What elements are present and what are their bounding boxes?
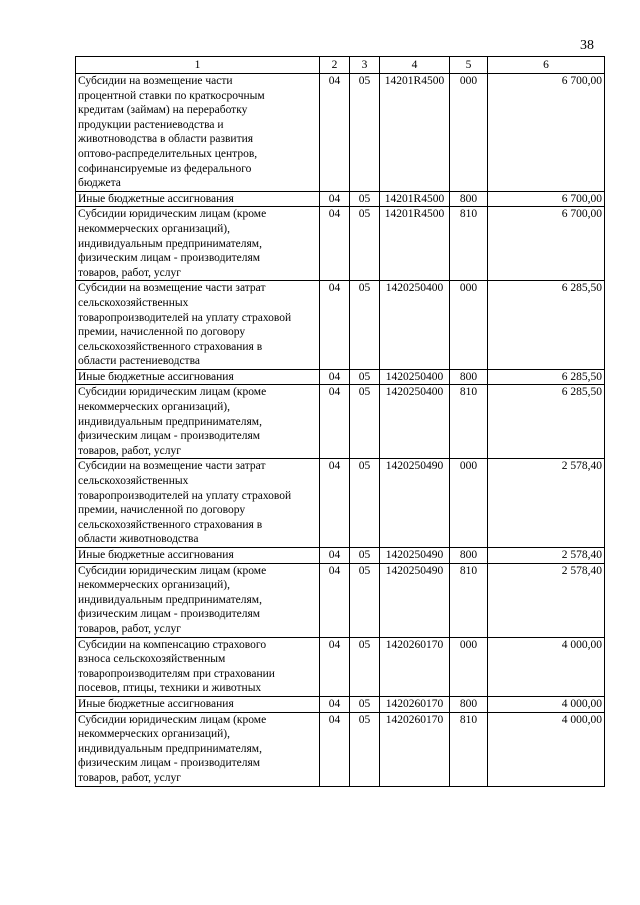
- section-code-cell: 04: [320, 281, 350, 370]
- row-name-cell: Иные бюджетные ассигнования: [76, 548, 320, 564]
- amount-cell: 6 700,00: [488, 74, 605, 192]
- subsection-code-cell: 05: [350, 563, 380, 637]
- table-row: [76, 696, 605, 712]
- amount-cell: 2 578,40: [488, 563, 605, 637]
- expense-type-cell: 000: [450, 74, 488, 192]
- target-article-cell: 14201R4500: [380, 207, 450, 281]
- amount-cell: 6 700,00: [488, 207, 605, 281]
- target-article-cell: 1420250490: [380, 563, 450, 637]
- table-header-row: [76, 57, 605, 74]
- target-article-cell: 1420260170: [380, 637, 450, 696]
- row-name-cell: Субсидии на возмещение части затрат сельскохозяйственных товаропроизводителей на уплату страховой премии, начисленной по договору сельскохозяйственного страхования в области растениеводства: [76, 281, 320, 370]
- target-article-cell: 14201R4500: [380, 74, 450, 192]
- section-code-cell: 04: [320, 637, 350, 696]
- section-code-cell: 04: [320, 712, 350, 786]
- table-row: [76, 369, 605, 385]
- section-code-cell: 04: [320, 563, 350, 637]
- target-article-cell: 1420250400: [380, 281, 450, 370]
- amount-cell: 2 578,40: [488, 548, 605, 564]
- expense-type-cell: 800: [450, 548, 488, 564]
- table-row: [76, 563, 605, 637]
- section-code-cell: 04: [320, 207, 350, 281]
- expense-type-cell: 810: [450, 563, 488, 637]
- subsection-code-cell: 05: [350, 74, 380, 192]
- amount-cell: 2 578,40: [488, 459, 605, 548]
- budget-table: [75, 56, 605, 787]
- column-header-4: 4: [380, 57, 450, 74]
- amount-cell: 4 000,00: [488, 696, 605, 712]
- subsection-code-cell: 05: [350, 459, 380, 548]
- amount-cell: 6 285,50: [488, 369, 605, 385]
- section-code-cell: 04: [320, 696, 350, 712]
- subsection-code-cell: 05: [350, 637, 380, 696]
- table-row: [76, 459, 605, 548]
- row-name-cell: Субсидии юридическим лицам (кроме некоммерческих организаций), индивидуальным предпринимателям, физическим лицам - производителям товаров, работ, услуг: [76, 712, 320, 786]
- amount-cell: 4 000,00: [488, 712, 605, 786]
- expense-type-cell: 810: [450, 712, 488, 786]
- column-header-2: 2: [320, 57, 350, 74]
- amount-cell: 6 285,50: [488, 281, 605, 370]
- subsection-code-cell: 05: [350, 369, 380, 385]
- row-name-cell: Субсидии юридическим лицам (кроме некоммерческих организаций), индивидуальным предпринимателям, физическим лицам - производителям товаров, работ, услуг: [76, 385, 320, 459]
- section-code-cell: 04: [320, 191, 350, 207]
- subsection-code-cell: 05: [350, 207, 380, 281]
- table-row: [76, 385, 605, 459]
- amount-cell: 6 700,00: [488, 191, 605, 207]
- section-code-cell: 04: [320, 74, 350, 192]
- table-row: [76, 281, 605, 370]
- table-row: [76, 74, 605, 192]
- target-article-cell: 14201R4500: [380, 191, 450, 207]
- expense-type-cell: 810: [450, 207, 488, 281]
- expense-type-cell: 800: [450, 191, 488, 207]
- section-code-cell: 04: [320, 385, 350, 459]
- target-article-cell: 1420250400: [380, 369, 450, 385]
- expense-type-cell: 800: [450, 369, 488, 385]
- expense-type-cell: 000: [450, 637, 488, 696]
- row-name-cell: Иные бюджетные ассигнования: [76, 369, 320, 385]
- section-code-cell: 04: [320, 459, 350, 548]
- row-name-cell: Субсидии на компенсацию страхового взноса сельскохозяйственным товаропроизводителям при страховании посевов, птицы, техники и животных: [76, 637, 320, 696]
- table-row: [76, 207, 605, 281]
- section-code-cell: 04: [320, 548, 350, 564]
- subsection-code-cell: 05: [350, 191, 380, 207]
- row-name-cell: Субсидии на возмещение части процентной ставки по краткосрочным кредитам (займам) на переработку продукции растениеводства и животноводства в области развития оптово-распределительных центров, софинансируемые из федерального бюджета: [76, 74, 320, 192]
- table-row: [76, 712, 605, 786]
- row-name-cell: Иные бюджетные ассигнования: [76, 191, 320, 207]
- table-row: [76, 548, 605, 564]
- subsection-code-cell: 05: [350, 712, 380, 786]
- target-article-cell: 1420250400: [380, 385, 450, 459]
- expense-type-cell: 810: [450, 385, 488, 459]
- target-article-cell: 1420250490: [380, 459, 450, 548]
- amount-cell: 6 285,50: [488, 385, 605, 459]
- subsection-code-cell: 05: [350, 696, 380, 712]
- table-row: [76, 637, 605, 696]
- target-article-cell: 1420260170: [380, 712, 450, 786]
- table-body: [76, 74, 605, 787]
- subsection-code-cell: 05: [350, 281, 380, 370]
- table-row: [76, 191, 605, 207]
- column-header-5: 5: [450, 57, 488, 74]
- expense-type-cell: 000: [450, 459, 488, 548]
- column-header-6: 6: [488, 57, 605, 74]
- page-number: 38: [580, 38, 594, 53]
- row-name-cell: Субсидии юридическим лицам (кроме некоммерческих организаций), индивидуальным предпринимателям, физическим лицам - производителям товаров, работ, услуг: [76, 207, 320, 281]
- amount-cell: 4 000,00: [488, 637, 605, 696]
- row-name-cell: Иные бюджетные ассигнования: [76, 696, 320, 712]
- row-name-cell: Субсидии юридическим лицам (кроме некоммерческих организаций), индивидуальным предпринимателям, физическим лицам - производителям товаров, работ, услуг: [76, 563, 320, 637]
- subsection-code-cell: 05: [350, 548, 380, 564]
- expense-type-cell: 000: [450, 281, 488, 370]
- subsection-code-cell: 05: [350, 385, 380, 459]
- column-header-1: 1: [76, 57, 320, 74]
- expense-type-cell: 800: [450, 696, 488, 712]
- target-article-cell: 1420260170: [380, 696, 450, 712]
- column-header-3: 3: [350, 57, 380, 74]
- row-name-cell: Субсидии на возмещение части затрат сельскохозяйственных товаропроизводителей на уплату страховой премии, начисленной по договору сельскохозяйственного страхования в области животноводства: [76, 459, 320, 548]
- section-code-cell: 04: [320, 369, 350, 385]
- target-article-cell: 1420250490: [380, 548, 450, 564]
